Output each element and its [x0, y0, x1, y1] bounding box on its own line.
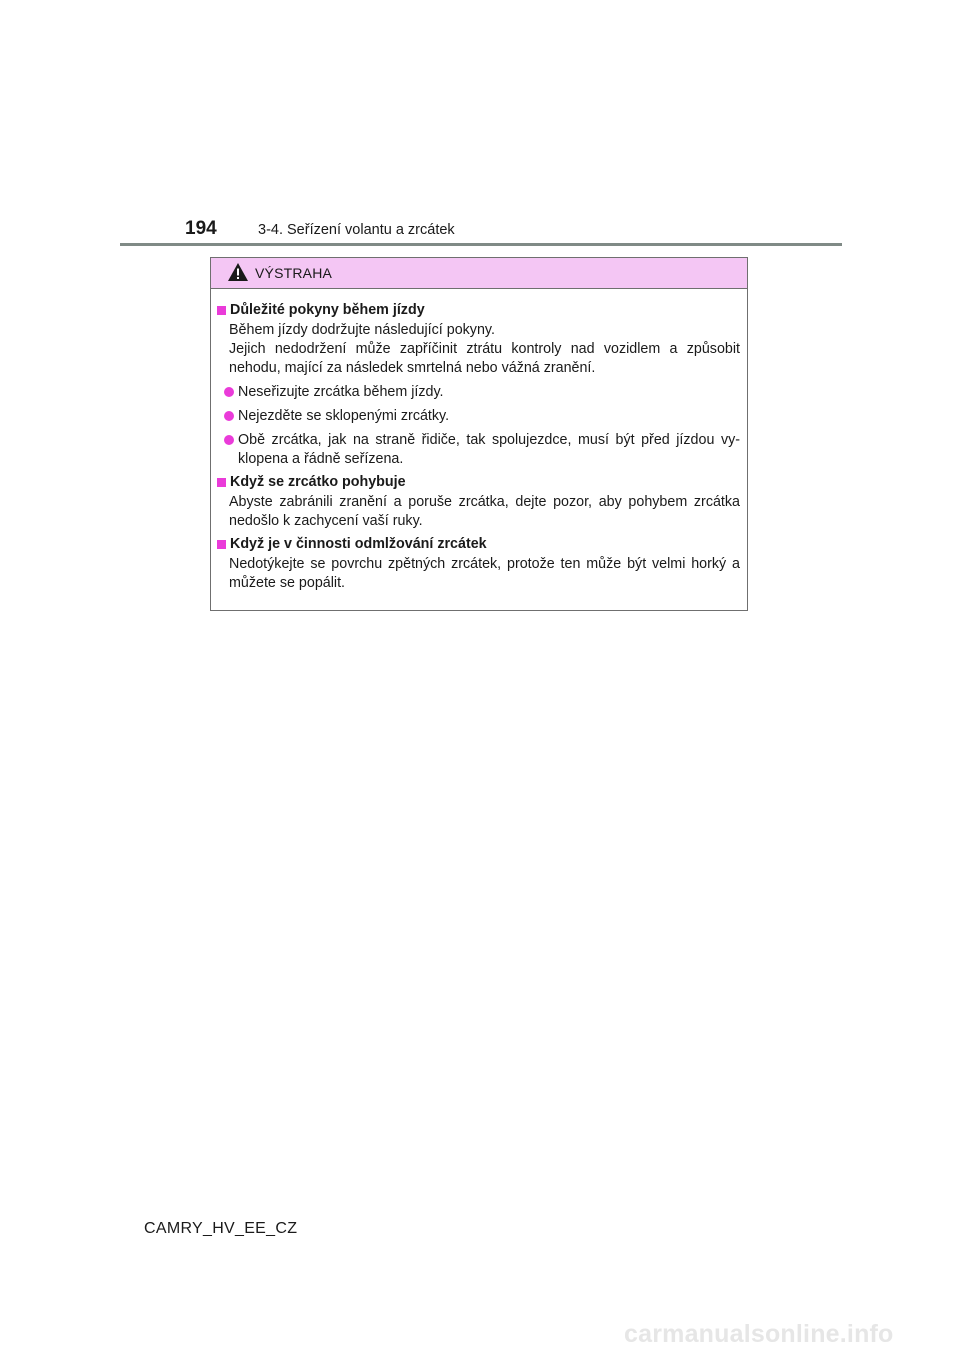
- warning-triangle-icon: [227, 262, 249, 282]
- bullet-text: Neseřizujte zrcátka během jízdy.: [238, 384, 444, 400]
- square-bullet-icon: [217, 306, 226, 315]
- bullet-item: [217, 431, 740, 469]
- section-heading-text: Když je v činnosti odmlžování zrcátek: [230, 536, 487, 552]
- warning-body: [211, 289, 747, 610]
- page-number: 194: [185, 218, 217, 239]
- warning-title: VÝSTRAHA: [255, 265, 333, 281]
- bullet-text: Nejezděte se sklopenými zrcátky.: [238, 408, 450, 424]
- section-heading-text: Důležité pokyny během jízdy: [230, 302, 425, 318]
- warning-section: [217, 535, 740, 593]
- warning-section: [217, 301, 740, 469]
- bullet-text: Obě zrcátka, jak na straně řidiče, tak spolujezdce, musí být před jízdou vy-klopena a řádně seřízena.: [238, 432, 740, 467]
- warning-section: [217, 473, 740, 531]
- section-heading: [217, 535, 740, 554]
- paragraph: Nedotýkejte se povrchu zpětných zrcátek, protože ten může být velmi horký a můžete se popálit.: [229, 556, 740, 591]
- square-bullet-icon: [217, 478, 226, 487]
- warning-box: [210, 257, 748, 611]
- round-bullet-icon: [224, 411, 234, 421]
- section-heading-text: Když se zrcátko pohybuje: [230, 474, 406, 490]
- paragraph: Jejich nedodržení může zapříčinit ztrátu kontroly nad vozidlem a způsobit nehodu, mající za následek smrtelná nebo vážná zranění.: [229, 341, 740, 376]
- warning-header: [211, 258, 747, 289]
- watermark: carmanualsonline.info: [624, 1320, 894, 1348]
- round-bullet-icon: [224, 435, 234, 445]
- square-bullet-icon: [217, 540, 226, 549]
- bullet-item: [217, 383, 740, 402]
- section-heading: [217, 301, 740, 320]
- section-heading: [217, 473, 740, 492]
- bullet-item: [217, 407, 740, 426]
- paragraph: Během jízdy dodržujte následující pokyny.: [229, 322, 495, 338]
- round-bullet-icon: [224, 387, 234, 397]
- section-title: 3-4. Seřízení volantu a zrcátek: [258, 222, 455, 238]
- header-rule: [120, 243, 842, 246]
- footer-code: CAMRY_HV_EE_CZ: [144, 1220, 298, 1237]
- paragraph: Abyste zabránili zranění a poruše zrcátka, dejte pozor, aby pohybem zrcátka nedošlo k zachycení vaší ruky.: [229, 494, 740, 529]
